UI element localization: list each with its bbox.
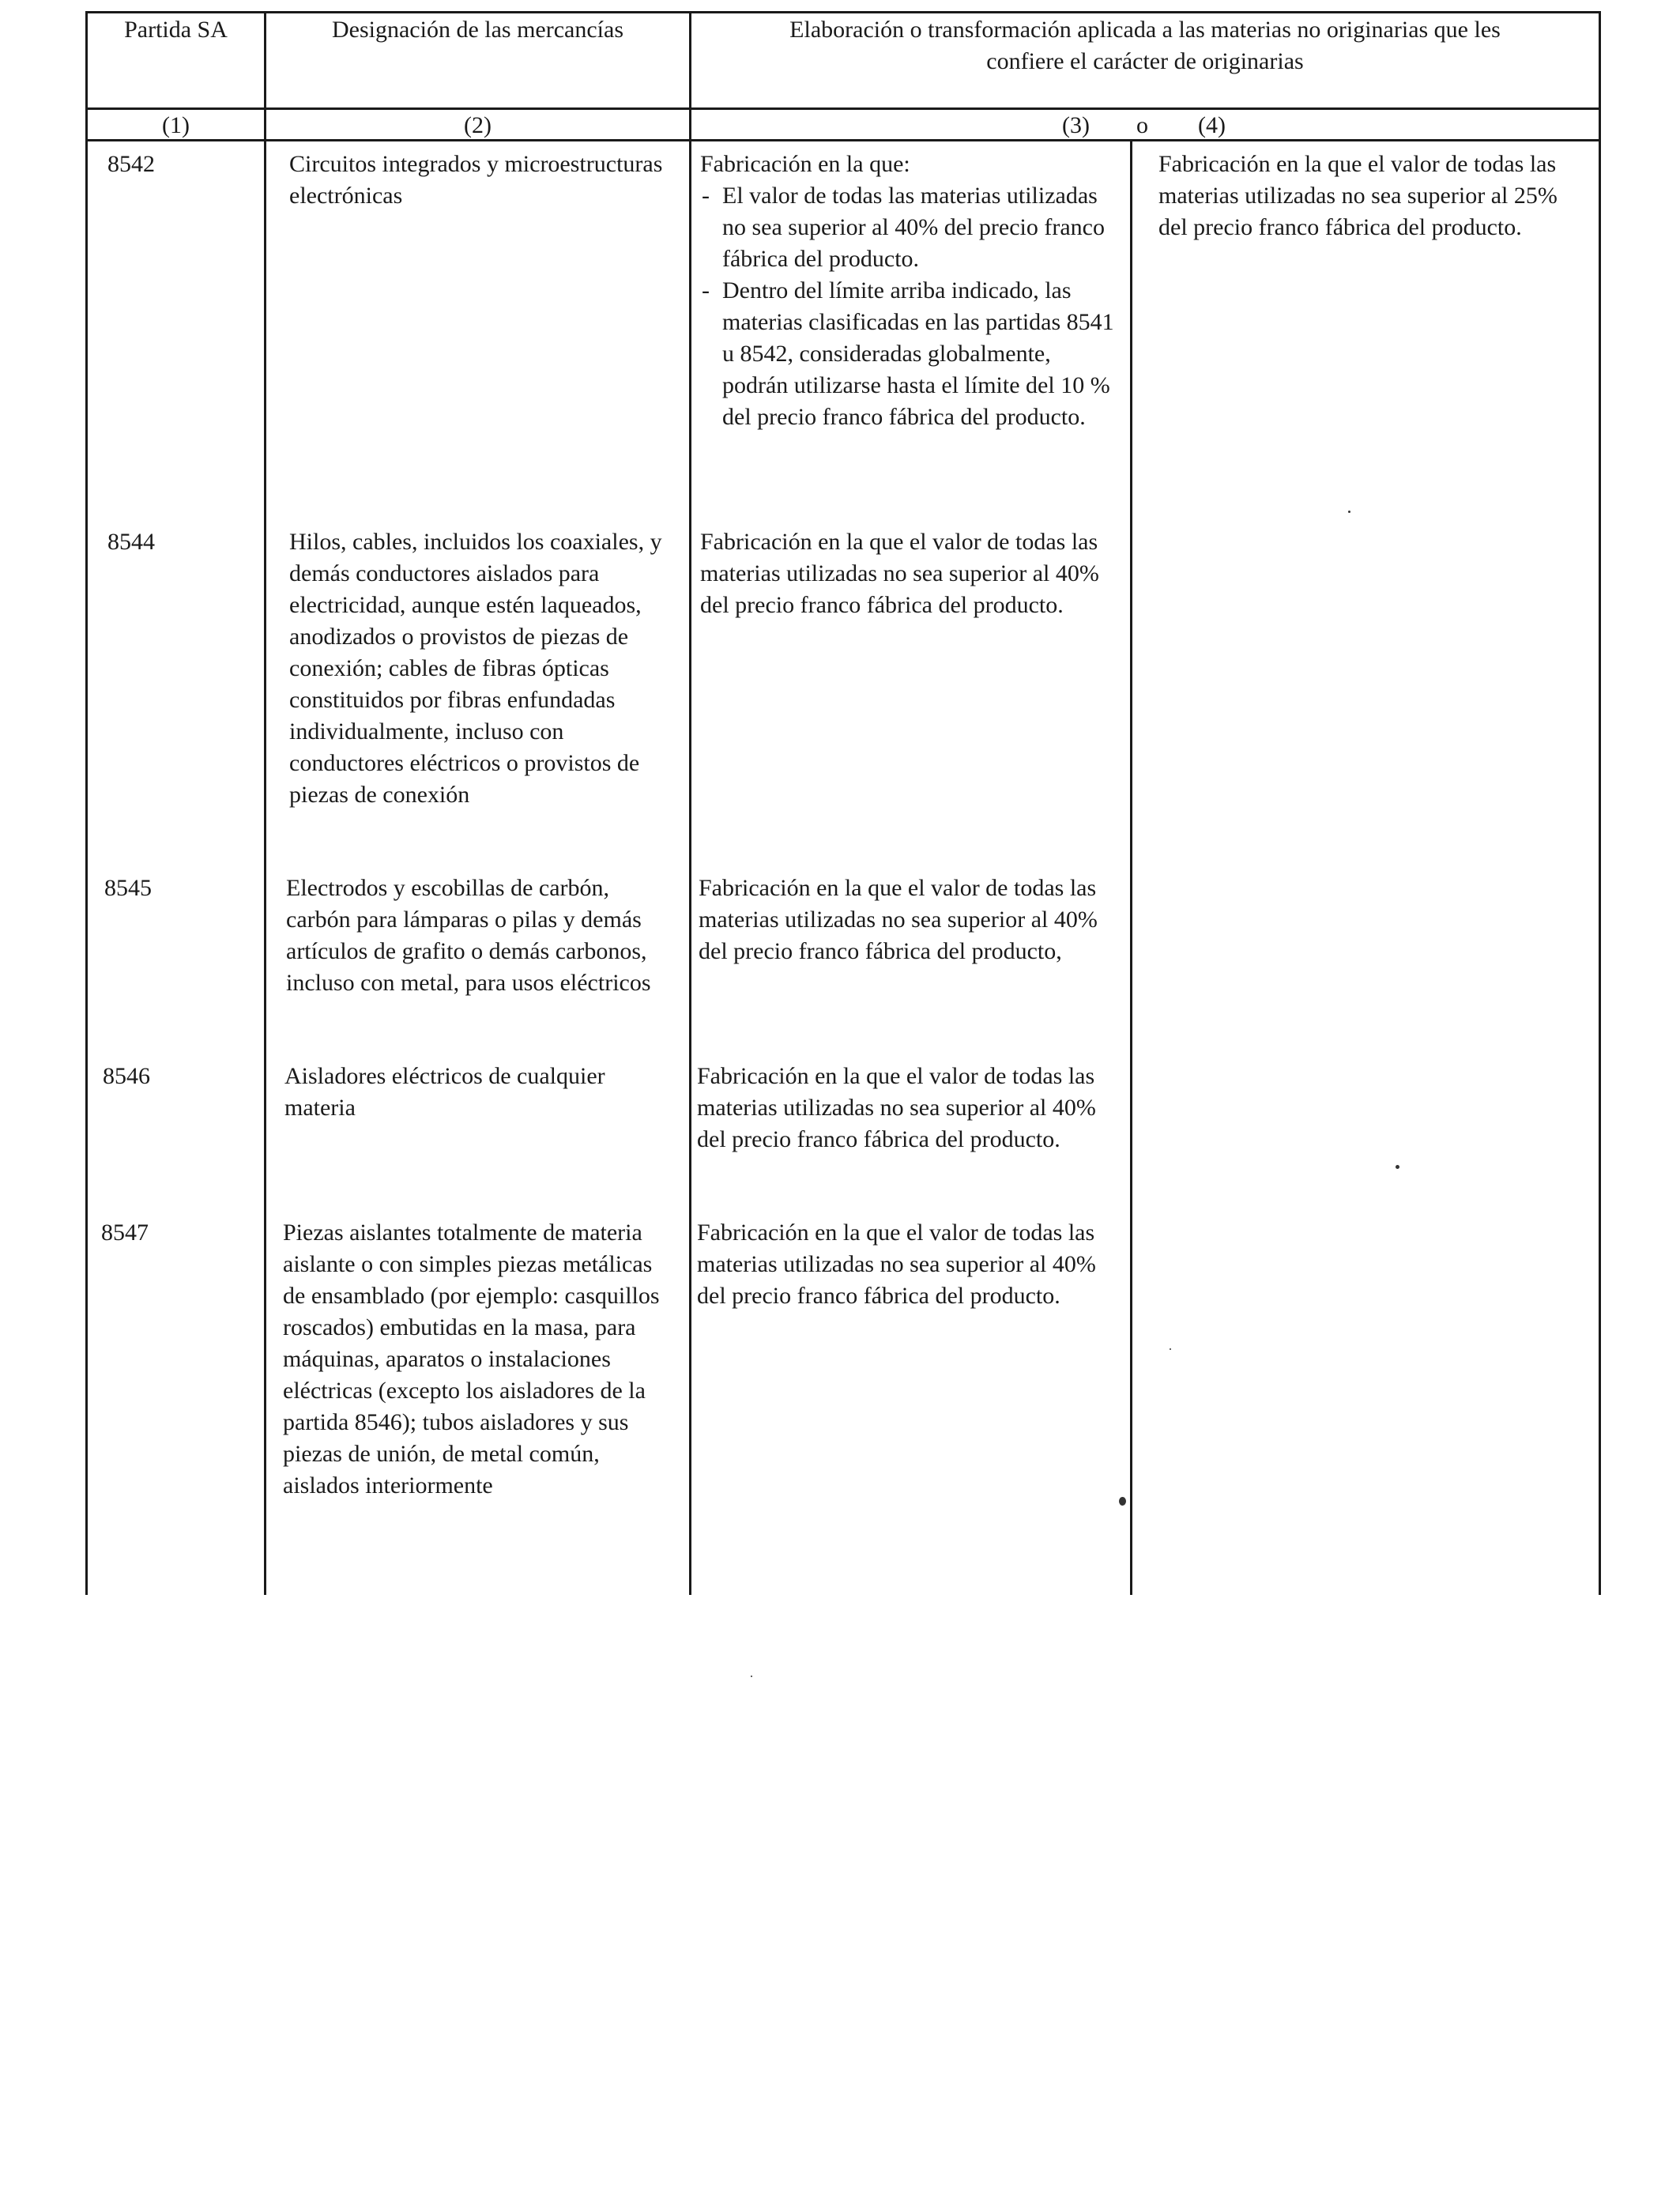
scan-speck <box>751 1676 752 1677</box>
row-8545-designation <box>286 873 676 999</box>
rule-text: Fabricación en la que el valor de todas las materias utilizadas no sea superior al 40% del precio franco fábrica del producto. <box>697 1220 1096 1309</box>
row-8547-designation <box>283 1217 676 1502</box>
row-8546-designation <box>284 1061 676 1124</box>
table-right-border <box>1599 11 1601 1595</box>
column-divider-2 <box>689 11 691 1595</box>
row-8545-rule-3 <box>699 873 1117 967</box>
rule-alternative-text: Fabricación en la que el valor de todas las materias utilizadas no sea superior al 25% del precio franco fábrica del producto. <box>1158 151 1558 240</box>
header-col2: Designación de las mercancías <box>331 17 623 43</box>
header-col34-line1: Elaboración o transformación aplicada a las materias no originarias que les <box>789 17 1501 43</box>
row-8542-rule-3 <box>700 149 1119 433</box>
column-number-separator <box>85 139 1601 141</box>
header-col34-line2: confiere el carácter de originarias <box>986 48 1304 74</box>
row-8542-designation <box>289 149 676 212</box>
row-8544-designation <box>289 526 676 811</box>
rule-condition: - El valor de todas las materias utilizadas no sea superior al 40% del precio franco fábrica del producto. <box>700 180 1119 275</box>
header-col1: Partida SA <box>124 17 228 43</box>
column-or-label: o <box>1136 112 1148 138</box>
designation-text: Circuitos integrados y microestructuras electrónicas <box>289 151 663 209</box>
designation-text: Hilos, cables, incluidos los coaxiales, y demás conductores aislados para electricidad, aunque estén laqueados, anodizados o provistos de piezas de conexión; cables de fibras ópticas constituidos por fibras enfundadas individualmente, incluso con conductores eléctricos o provistos de piezas de conexión <box>289 529 662 808</box>
rule-text: Fabricación en la que el valor de todas las materias utilizadas no sea superior al 40% del precio franco fábrica del producto. <box>700 529 1099 618</box>
row-8547-code: 8547 <box>101 1220 149 1246</box>
rule-conditions-list <box>700 180 1119 433</box>
column-number-1: (1) <box>162 112 190 138</box>
row-8547-rule-3 <box>697 1217 1116 1312</box>
designation-text: Aisladores eléctricos de cualquier materia <box>284 1063 605 1121</box>
row-8545-code: 8545 <box>104 875 152 901</box>
designation-text: Electrodos y escobillas de carbón, carbón para lámparas o pilas y demás artículos de grafito o demás carbonos, incluso con metal, para usos eléctricos <box>286 875 651 996</box>
scan-speck <box>1396 1165 1399 1169</box>
rule-condition: - Dentro del límite arriba indicado, las materias clasificadas en las partidas 8541 u 8542, consideradas globalmente, podrán utilizarse hasta el límite del 10 % del precio franco fábrica del producto. <box>700 275 1119 433</box>
rule-text: Fabricación en la que el valor de todas las materias utilizadas no sea superior al 40% del precio franco fábrica del producto. <box>697 1063 1096 1152</box>
column-divider-1 <box>264 11 266 1595</box>
row-8546-code: 8546 <box>103 1063 150 1089</box>
header-separator <box>85 107 1601 110</box>
rule-text: Fabricación en la que el valor de todas las materias utilizadas no sea superior al 40% del precio franco fábrica del producto, <box>699 875 1098 964</box>
scan-speck <box>1348 511 1350 513</box>
column-number-4: (4) <box>1198 112 1226 138</box>
table-left-border <box>85 11 88 1595</box>
row-8544-rule-3 <box>700 526 1119 621</box>
column-divider-3 <box>1130 139 1132 1595</box>
rule-intro: Fabricación en la que: <box>700 151 910 177</box>
row-8544-code: 8544 <box>107 529 155 555</box>
scan-speck <box>1170 1348 1171 1350</box>
scan-speck <box>1119 1497 1126 1506</box>
row-8542-code: 8542 <box>107 151 155 177</box>
column-number-2: (2) <box>464 112 492 138</box>
designation-text: Piezas aislantes totalmente de materia aislante o con simples piezas metálicas de ensamblado (por ejemplo: casquillos roscados) embutidas en la masa, para máquinas, aparatos o instalaciones eléctricas (excepto los aisladores de la partida 8546); tubos aisladores y sus piezas de unión, de metal común, aislados interiormente <box>283 1220 660 1498</box>
column-number-3: (3) <box>1062 112 1090 138</box>
row-8542-rule-4 <box>1158 149 1561 243</box>
table-top-border <box>85 11 1601 13</box>
row-8546-rule-3 <box>697 1061 1116 1155</box>
